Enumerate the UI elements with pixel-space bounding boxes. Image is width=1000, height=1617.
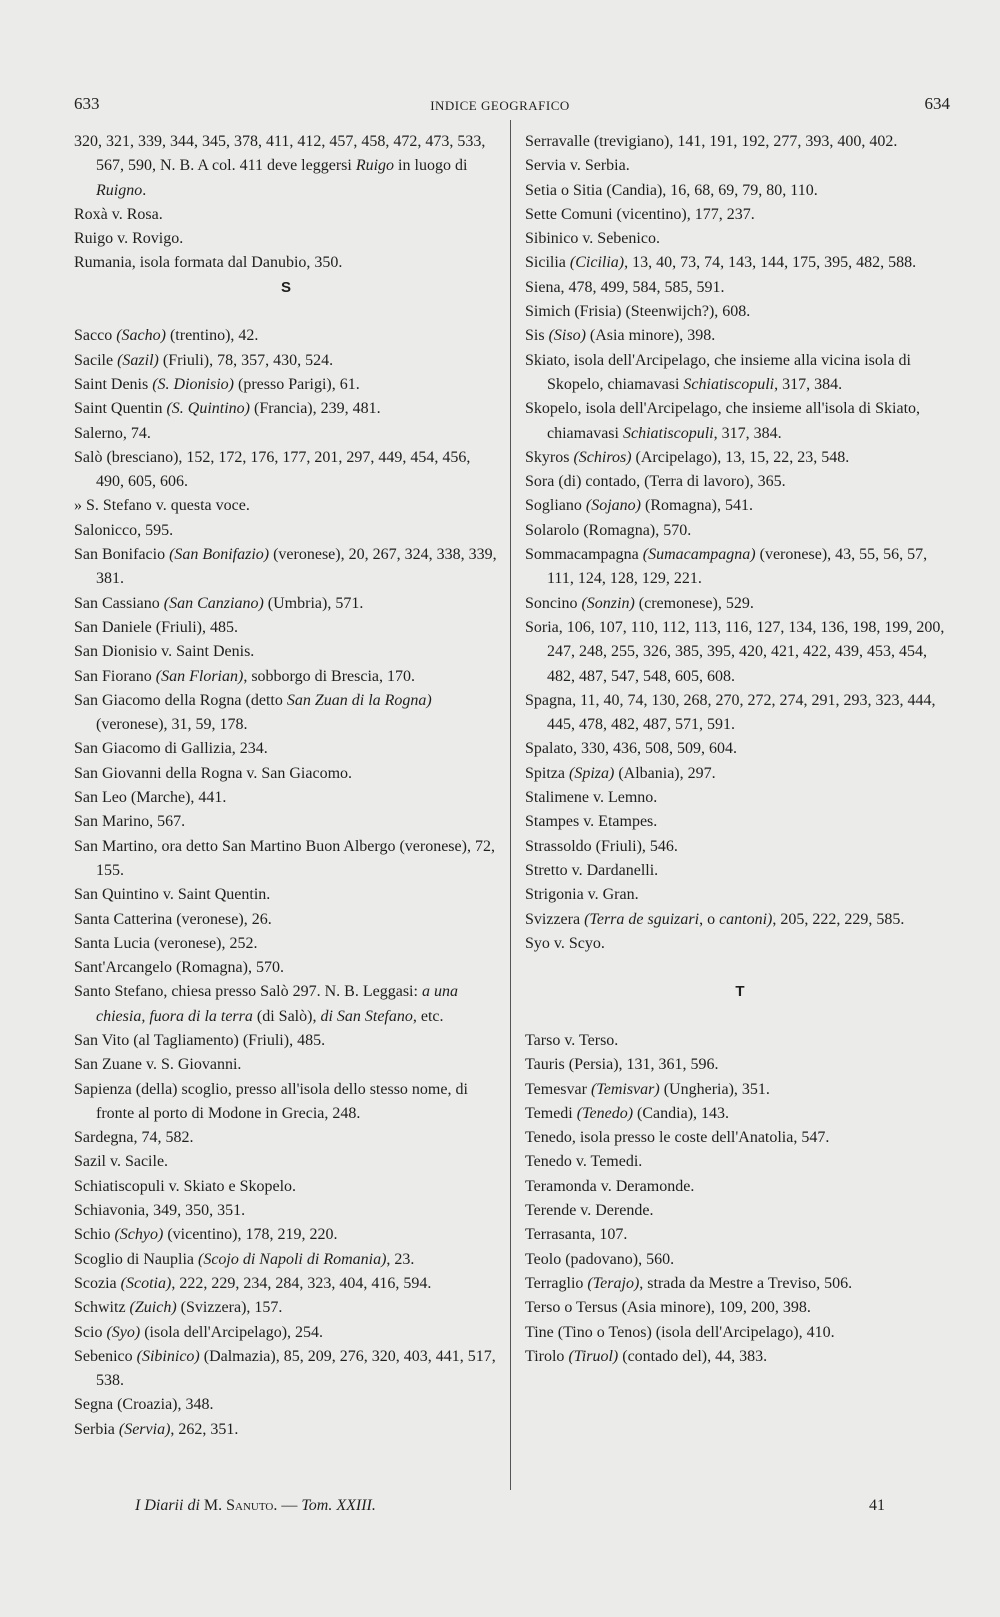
index-entry: Sacco (Sacho) (trentino), 42. [74,327,259,345]
index-entry: Serravalle (trevigiano), 141, 191, 192, 277, 393, 400, 402. [525,133,898,150]
index-entry: Tine (Tino o Tenos) (isola dell'Arcipelago), 410. [525,1323,835,1341]
index-entry: San Cassiano (San Canziano) (Umbria), 571. [74,594,364,612]
index-entry: Sora (di) contado, (Terra di lavoro), 365. [525,473,786,491]
index-entry: Temesvar (Temisvar) (Ungheria), 351. [525,1080,770,1098]
index-entry: Soncino (Sonzin) (cremonese), 529. [525,594,754,612]
index-entry: » S. Stefano v. questa voce. [74,497,250,515]
footer-citation: I Diarii di M. Sanuto. — Tom. XXIII. [135,1497,376,1514]
index-entry: Ruigo v. Rovigo. [74,230,184,248]
index-entry: Stampes v. Etampes. [525,813,658,831]
index-entry: Sazil v. Sacile. [74,1153,169,1171]
index-entry: Sogliano (Sojano) (Romagna), 541. [525,497,753,515]
index-entry: Terso o Tersus (Asia minore), 109, 200, 398. [525,1299,811,1317]
index-entry: Schiatiscopuli v. Skiato e Skopelo. [74,1177,297,1195]
index-entry: Tarso v. Terso. [525,1031,619,1049]
index-entry: Spitza (Spiza) (Albania), 297. [525,764,716,782]
index-entry: Tirolo (Tiruol) (contado del), 44, 383. [525,1347,768,1365]
index-entry: Sette Comuni (vicentino), 177, 237. [525,205,755,223]
index-entry: Rumania, isola formata dal Danubio, 350. [74,254,343,272]
index-entry: Salò (bresciano), 152, 172, 176, 177, 201, 297, 449, 454, 456, 490, 605, 606. [74,448,471,491]
index-entry: Saint Quentin (S. Quintino) (Francia), 239, 481. [74,400,381,418]
index-entry: San Fiorano (San Florian), sobborgo di Brescia, 170. [74,667,416,685]
index-entry: Saint Denis (S. Dionisio) (presso Parigi), 61. [74,375,360,393]
left-page-number: 633 [74,94,100,113]
index-entry: Schiavonia, 349, 350, 351. [74,1202,246,1220]
spacer [74,300,498,324]
index-entry: Syo v. Scyo. [525,934,605,952]
index-entry: San Leo (Marche), 441. [74,789,227,807]
index-entry: Roxà v. Rosa. [74,205,163,223]
index-entry: Tenedo v. Temedi. [525,1153,643,1171]
index-entry: Temedi (Tenedo) (Candia), 143. [525,1104,730,1122]
index-entry: San Giovanni della Rogna v. San Giacomo. [74,764,353,782]
index-entry: Sibinico v. Sebenico. [525,230,660,248]
left-column [74,130,498,1442]
index-entry: Skopelo, isola dell'Arcipelago, che insieme all'isola di Skiato, chiamavasi Schiatiscopuli, 317, 384. [525,400,921,442]
index-entry: Tenedo, isola presso le coste dell'Anatolia, 547. [525,1129,830,1147]
section-letter: S [280,278,291,296]
index-entry: Terraglio (Terajo), strada da Mestre a Treviso, 506. [525,1274,853,1292]
index-entry: San Giacomo di Gallizia, 234. [74,740,268,758]
index-entry: Sacile (Sazil) (Friuli), 78, 357, 430, 524. [74,351,334,369]
right-column [525,130,955,1369]
index-entry: Solarolo (Romagna), 570. [525,521,692,539]
index-entry: Sommacampagna (Sumacampagna) (veronese), 43, 55, 56, 57, 111, 124, 128, 129, 221. [525,546,928,588]
section-letter: T [735,983,745,1001]
index-entry: Sebenico (Sibinico) (Dalmazia), 85, 209, 276, 320, 403, 441, 517, 538. [74,1347,496,1390]
index-entry: Strassoldo (Friuli), 546. [525,837,678,855]
index-entry: Skyros (Schiros) (Arcipelago), 13, 15, 22, 23, 548. [525,448,850,466]
index-entry: Teramonda v. Deramonde. [525,1177,695,1195]
index-entry: Sicilia (Cicilia), 13, 40, 73, 74, 143, 144, 175, 395, 482, 588. [525,254,917,272]
index-entry-continuation: 320, 321, 339, 344, 345, 378, 411, 412, 457, 458, 472, 473, 533, 567, 590, N. B. A col. 411 deve leggersi Ruigo in luogo di Ruigno. [74,133,486,199]
index-entry: Servia v. Serbia. [525,157,630,175]
index-entry: Santo Stefano, chiesa presso Salò 297. N. B. Leggasi: a una chiesia, fuora di la terra (di Salò), di San Stefano, etc. [74,983,458,1025]
index-entry: San Martino, ora detto San Martino Buon Albergo (veronese), 72, 155. [74,837,495,879]
index-entry: Schio (Schyo) (vicentino), 178, 219, 220. [74,1226,338,1244]
index-entry: Terrasanta, 107. [525,1226,628,1244]
index-entry: Teolo (padovano), 560. [525,1250,675,1268]
index-entry: San Marino, 567. [74,813,186,831]
spacer [525,956,955,980]
spacer [525,1005,955,1029]
index-entry: Sardegna, 74, 582. [74,1129,194,1147]
index-entry: Svizzera (Terra de sguizari, o cantoni), 205, 222, 229, 585. [525,910,905,928]
index-entry: San Bonifacio (San Bonifazio) (veronese), 20, 267, 324, 338, 339, 381. [74,546,497,588]
index-entry: San Dionisio v. Saint Denis. [74,643,255,661]
index-entry: Segna (Croazia), 348. [74,1396,214,1414]
index-entry: Scoglio di Nauplia (Scojo di Napoli di Romania), 23. [74,1250,415,1268]
index-entry: Stalimene v. Lemno. [525,789,658,807]
index-entry: San Daniele (Friuli), 485. [74,618,238,636]
index-entry: Stretto v. Dardanelli. [525,861,659,879]
index-entry: Soria, 106, 107, 110, 112, 113, 116, 127, 134, 136, 198, 199, 200, 247, 248, 255, 326, 385, 395, 420, 421, 422, 439, 453, 454, 482, 487, 547, 548, 605, 608. [525,618,945,685]
index-entry: Strigonia v. Gran. [525,886,639,904]
index-entry: Siena, 478, 499, 584, 585, 591. [525,278,725,296]
index-entry: Salerno, 74. [74,424,151,442]
index-entry: Sant'Arcangelo (Romagna), 570. [74,959,284,977]
index-entry: Spalato, 330, 436, 508, 509, 604. [525,740,737,758]
index-entry: San Quintino v. Saint Quentin. [74,886,271,904]
index-entry: Scozia (Scotia), 222, 229, 234, 284, 323, 404, 416, 594. [74,1274,432,1292]
index-entry: San Giacomo della Rogna (detto San Zuan di la Rogna) (veronese), 31, 59, 178. [74,691,432,734]
index-entry: San Vito (al Tagliamento) (Friuli), 485. [74,1031,326,1049]
index-entry: Sapienza (della) scoglio, presso all'isola dello stesso nome, di fronte al porto di Modone in Grecia, 248. [74,1080,468,1122]
index-entry: Terende v. Derende. [525,1202,654,1220]
index-entry: Spagna, 11, 40, 74, 130, 268, 270, 272, 274, 291, 293, 323, 444, 445, 478, 482, 487, 571, 591. [525,691,936,734]
footer-signature: 41 [869,1497,885,1514]
column-divider [510,120,511,1490]
index-entry: Scio (Syo) (isola dell'Arcipelago), 254. [74,1323,324,1341]
index-entry: Skiato, isola dell'Arcipelago, che insieme alla vicina isola di Skopelo, chiamavasi Schiatiscopuli, 317, 384. [525,351,911,393]
index-entry: Salonicco, 595. [74,521,174,539]
running-title: INDICE GEOGRAFICO [430,98,570,113]
index-entry: Simich (Frisia) (Steenwijch?), 608. [525,303,751,321]
index-entry: Schwitz (Zuich) (Svizzera), 157. [74,1299,283,1317]
index-entry: Santa Catterina (veronese), 26. [74,910,272,928]
index-entry: Santa Lucia (veronese), 252. [74,934,258,952]
right-page-number: 634 [924,94,950,113]
index-entry: Setia o Sitia (Candia), 16, 68, 69, 79, 80, 110. [525,181,818,199]
index-entry: San Zuane v. S. Giovanni. [74,1056,242,1074]
index-entry: Serbia (Servia), 262, 351. [74,1420,239,1438]
index-entry: Tauris (Persia), 131, 361, 596. [525,1056,719,1074]
index-entry: Sis (Siso) (Asia minore), 398. [525,327,716,345]
